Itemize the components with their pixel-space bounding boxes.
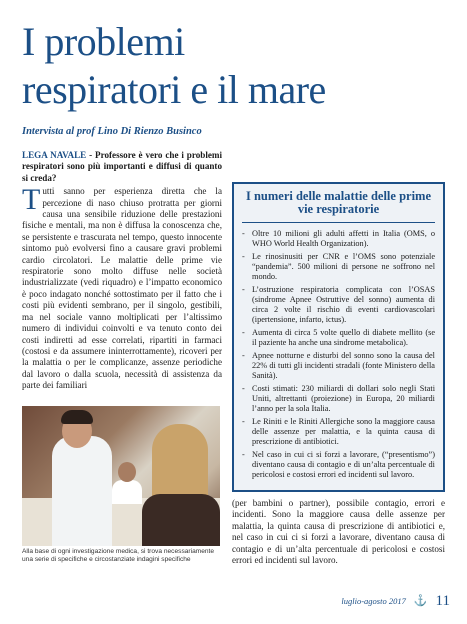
answer-paragraph xyxy=(22,183,222,391)
doctor-patient-photo xyxy=(22,406,220,546)
box-list-item: - Apnee notturne e disturbi del sonno sono la causa del 22% di tutti gli incidenti stradali (fonte Ministero della Sanità). xyxy=(242,351,435,381)
box-list-item: - Le rinosinusiti per CNR e l’OMS sono potenziale “pandemia”. 500 milioni di persone ne soffrono nel mondo. xyxy=(242,252,435,282)
drop-cap: T xyxy=(22,183,41,217)
title-line-1: I problemi xyxy=(22,19,185,64)
box-list-item: - Nel caso in cui ci si forzi a lavorare, (“presentismo”) diventano causa di contagio e di un’alta percentuale di pericolosi e costosi errori ed incidenti sul lavoro. xyxy=(242,450,435,480)
right-column-continuation: (per bambini o partner), possibile contagio, errori e incidenti. Sono la maggiore causa delle assenze per malattia, la quinta causa di prescrizione di antibiotici e, nel caso in cui ci si forzi a lavorare, diventano causa di contagio e di un’alta percentuale di pericolosi e costosi errori ed incidenti sul lavoro. xyxy=(232,498,445,566)
box-title: I numeri delle malattie delle prime vie respiratorie xyxy=(245,189,432,216)
answer-text: utti sanno per esperienza diretta che la percezione di naso chiuso protratta per giorni causa una sensibile riduzione delle prestazioni fisiche e mentali, ma non è diffusa la conoscenza che, se persistente e trascurata nel tempo, questo innocente sintomo può evolversi fino a causare gravi problemi cardio circolatori. Le malattie delle prime vie respiratorie sono molto diffuse nelle società industrializzate (vedi riquadro) e l’impatto economico è poco indagato nonché sottostimato per il fatto che i costi più evidenti sembrano, per il singolo, gestibili, ma nel sociale vanno moltiplicati per l’altissimo numero di individui coinvolti e va tenuto conto dei costi indiretti ad esse correlati, ripartiti in farmaci (costosi e da assumere ininterrottamente), ricoveri per la malattia o per le complicanze, assenze periodiche dal lavoro o dalla scuola, necessità di assistenza da parte dei familiari xyxy=(22,186,222,391)
photo-doctor-hair xyxy=(61,410,93,424)
left-column xyxy=(22,150,222,392)
box-list-item: - Le Riniti e le Riniti Allergiche sono la maggiore causa delle assenze per malattia, e la quinta causa di prescrizione di antibiotici. xyxy=(242,417,435,447)
box-list-item: - Oltre 10 milioni gli adulti affetti in Italia (OMS, o WHO World Health Organization). xyxy=(242,229,435,249)
page-number: 11 xyxy=(435,592,450,609)
box-divider xyxy=(242,222,435,223)
box-list-item: - Aumenta di circa 5 volte quello di diabete mellito (se il paziente ha anche una sindrome metabolica). xyxy=(242,328,435,348)
photo-doctor-coat xyxy=(52,436,112,546)
question-text: - Professore è vero che i problemi respiratori sono più importanti e diffusi di quanto si creda? xyxy=(22,150,223,183)
box-list-item: - Costi stimati: 230 miliardi di dollari solo negli Stati Uniti, altrettanti (proiezione) in Europa, 20 miliardi l’anno per la sola Italia. xyxy=(242,384,435,414)
page-footer xyxy=(300,593,450,609)
box-list xyxy=(234,229,443,480)
article-title xyxy=(22,18,452,114)
photo-background-person-head xyxy=(118,462,136,482)
issue-date: luglio-agosto 2017 xyxy=(341,596,406,606)
photo-caption: Alla base di ogni investigazione medica, si trova necessariamente una serie di specifiche e circostanziate indagini specifiche xyxy=(22,548,215,564)
anchor-icon: ⚓ xyxy=(413,595,428,607)
photo-patient-top xyxy=(142,494,220,546)
interview-question xyxy=(22,150,222,184)
article-subtitle: Intervista al prof Lino Di Rienzo Businco xyxy=(22,126,202,137)
photo-background-person-body xyxy=(112,480,142,504)
box-list-item: - L’ostruzione respiratoria complicata con l’OSAS (sindrome Apnee Ostruttive del sonno) aumenta di circa 2 volte il rischio di eventi cardiovascolari (ipertensione, infarto, ictus). xyxy=(242,285,435,325)
title-line-2: respiratori e il mare xyxy=(22,67,326,112)
statistics-box xyxy=(232,182,445,492)
question-lead: LEGA NAVALE xyxy=(22,150,87,160)
